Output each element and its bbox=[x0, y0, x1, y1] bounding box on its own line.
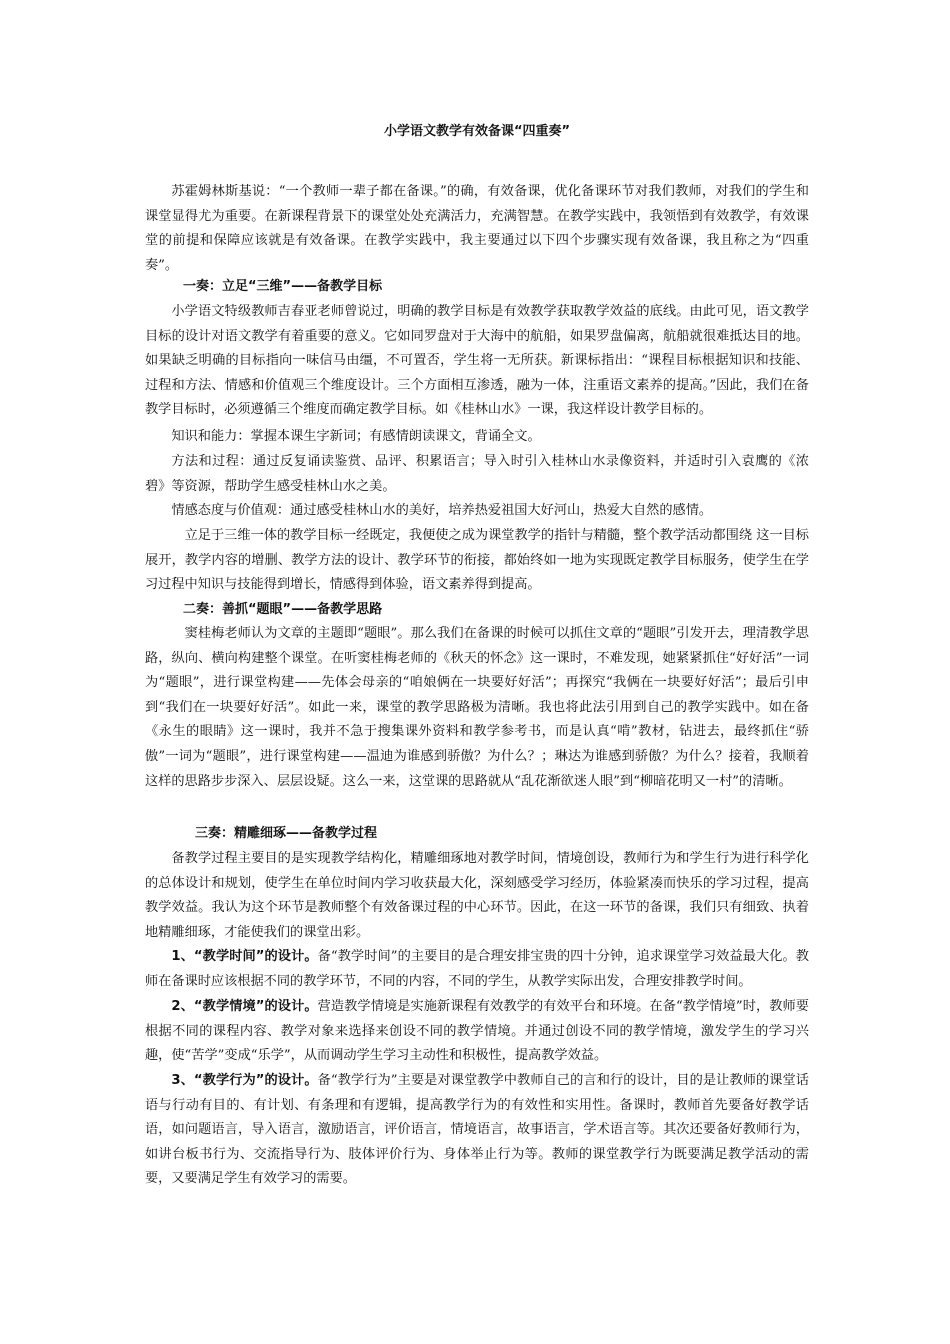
section-1-goal-emotion: 情感态度与价值观：通过感受桂林山水的美好，培养热爱祖国大好河山，热爱大自然的感情。 bbox=[171, 503, 713, 518]
item-teaching-behavior-lead: 3、“教学行为”的设计。 bbox=[171, 1073, 318, 1088]
section-3-paragraph: 备教学过程主要目的是实现教学结构化，精雕细琢地对教学时间，情境创设，教师行为和学生行为进行科学化的总体设计和规划，使学生在单位时间内学习收获最大化，深刻感受学习经历，体验紧凑而快乐的学习过程，提高教学效益。我认为这个环节是教师整个有效备课过程的中心环节。因此，在这一环节的备课，我们只有细致、执着地精雕细琢，才能使我们的课堂出彩。 bbox=[145, 851, 809, 940]
section-1-summary: 立足于三维一体的教学目标一经既定，我便使之成为课堂教学的指针与精髓，整个教学活动都围绕 这一目标展开，教学内容的增删、教学方法的设计、教学环节的衔接，都始终如一地为实现既定教学目标服务，使学生在学习过程中知识与技能得到增长，情感得到体验，语文素养得到提高。 bbox=[145, 528, 809, 593]
section-1-goal-knowledge: 知识和能力：掌握本课生字新词；有感情朗读课文，背诵全文。 bbox=[171, 429, 541, 444]
section-1-goal-method: 方法和过程：通过反复诵读鉴赏、品评、积累语言；导入时引入桂林山水录像资料，并适时引入袁鹰的《浓碧》等资源，帮助学生感受桂林山水之美。 bbox=[145, 454, 809, 494]
item-teaching-behavior bbox=[145, 1069, 809, 1192]
section-2-paragraph: 窦桂梅老师认为文章的主题即“题眼”。那么我们在备课的时候可以抓住文章的“题眼”引发开去，理清教学思路，纵向、横向构建整个课堂。在听窦桂梅老师的《秋天的怀念》这一课时，不难发现，她紧紧抓住“好好活”一词为“题眼”，进行课堂构建——先体会母亲的“咱娘俩在一块要好好活”；再探究“我俩在一块要好好活”；最后引申到“我们在一块要好好活”。如此一来，课堂的教学思路极为清晰。我也将此法引用到自己的教学实践中。如在备《永生的眼睛》这一课时，我并不急于搜集课外资料和教学参考书，而是认真“啃”教材，钻进去，最终抓住“骄傲”一词为“题眼”，进行课堂构建——温迪为谁感到骄傲？为什么？；琳达为谁感到骄傲？为什么？接着，我顺着这样的思路步步深入、层层设疑。这么一来，这堂课的思路就从“乱花渐欲迷人眼”到“柳暗花明又一村”的清晰。 bbox=[145, 626, 809, 789]
section-3-heading: 三奏：精雕细琢——备教学过程 bbox=[195, 826, 378, 841]
item-teaching-time-lead: 1、“教学时间”的设计。 bbox=[171, 949, 318, 964]
section-1-heading: 一奏：立足“三维”——备教学目标 bbox=[183, 279, 383, 294]
document-title: 小学语文教学有效备课“四重奏” bbox=[383, 124, 571, 139]
section-2-heading: 二奏：善抓“题眼”——备教学思路 bbox=[183, 602, 383, 617]
intro-paragraph: 苏霍姆林斯基说：“一个教师一辈子都在备课。”的确，有效备课，优化备课环节对我们教师，对我们的学生和课堂显得尤为重要。在新课程背景下的课堂处处充满活力，充满智慧。在教学实践中，我领悟到有效教学，有效课堂的前提和保障应该就是有效备课。在教学实践中，我主要通过以下四个步骤实现有效备课，我且称之为“四重奏”。 bbox=[145, 184, 809, 273]
item-teaching-situation-lead: 2、“教学情境”的设计。 bbox=[171, 999, 318, 1014]
item-teaching-time-text: 备“教学时间”的主要目的是合理安排宝贵的四十分钟，追求课堂学习效益最大化。教师在备课时应该根据不同的教学环节，不同的内容，不同的学生，从教学实际出发，合理安排教学时间。 bbox=[145, 949, 809, 989]
section-1-paragraph: 小学语文特级教师吉春亚老师曾说过，明确的教学目标是有效教学获取教学效益的底线。由此可见，语文教学目标的设计对语文教学有着重要的意义。它如同罗盘对于大海中的航船，如果罗盘偏离，航船就很难抵达目的地。如果缺乏明确的目标指向一味信马由缰，不可置否，学生将一无所获。新课标指出：“课程目标根据知识和技能、过程和方法、情感和价值观三个维度设计。三个方面相互渗透，融为一体，注重语文素养的提高。”因此，我们在备教学目标时，必须遵循三个维度而确定教学目标。如《桂林山水》一课，我这样设计教学目标的。 bbox=[145, 304, 809, 418]
item-teaching-behavior-text: 备“教学行为”主要是对课堂教学中教师自己的言和行的设计，目的是让教师的课堂话语与行动有目的、有计划、有条理和有逻辑，提高教学行为的有效性和实用性。备课时，教师首先要备好教学话语，如问题语言，导入语言，激励语言，评价语言，情境语言，故事语言，学术语言等。其次还要备好教师行为，如讲台板书行为、交流指导行为、肢体评价行为、身体举止行为等。教师的课堂教学行为既要满足教学活动的需要，又要满足学生有效学习的需要。 bbox=[145, 1073, 809, 1187]
item-teaching-time bbox=[145, 945, 809, 994]
item-teaching-situation-text: 营造教学情境是实施新课程有效教学的有效平台和环境。在备“教学情境”时，教师要根据不同的课程内容、教学对象来选择来创设不同的教学情境。并通过创设不同的教学情境，激发学生的学习兴趣，使“苦学”变成“乐学”，从而调动学生学习主动性和积极性，提高教学效益。 bbox=[145, 999, 809, 1064]
item-teaching-situation bbox=[145, 995, 809, 1069]
